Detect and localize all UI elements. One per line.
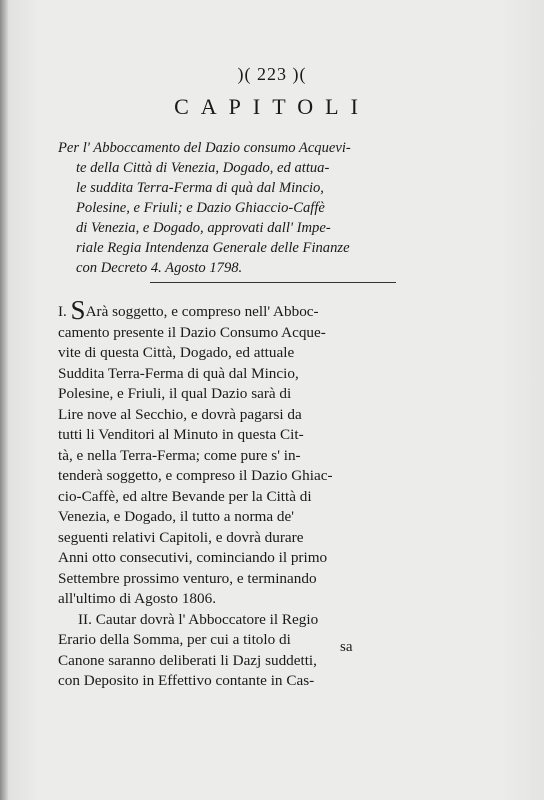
section1-line: Polesine, e Friuli, il qual Dazio sarà di (58, 385, 292, 402)
section1-line: all'ultimo di Agosto 1806. (58, 590, 216, 607)
intro-line: te della Città di Venezia, Dogado, ed attua- (76, 160, 330, 176)
section1-number: I. (58, 304, 67, 320)
section2-line: II. Cautar dovrà l' Abboccatore il Regio (78, 610, 319, 628)
section1-line: Anni otto consecutivi, cominciando il primo (58, 549, 328, 566)
intro-line: riale Regia Intendenza Generale delle Finanze (76, 240, 350, 256)
section2-line: Canone saranno deliberati li Dazj suddetti, (58, 651, 317, 669)
section2-line: Erario della Somma, per cui a titolo di (58, 631, 291, 648)
intro-paragraph (58, 138, 398, 278)
section1-dropcap: S (70, 295, 86, 325)
section2-line: con Deposito in Effettivo contante in Cas- (58, 672, 315, 689)
intro-line: di Venezia, e Dogado, approvati dall' Impe- (76, 220, 331, 236)
page-number-header: )( 223 )( (237, 64, 307, 84)
intro-line: Polesine, e Friuli; e Dazio Ghiaccio-Caffè (76, 200, 325, 216)
intro-line: le suddita Terra-Ferma di quà dal Mincio, (76, 180, 324, 196)
section1-line: Venezia, e Dogado, il tutto a norma de' (58, 508, 294, 525)
section1-line: camento presente il Dazio Consumo Acque- (58, 323, 326, 341)
page-binding-edge (0, 0, 8, 800)
section1-first-line-text: Arà soggetto, e compreso nell' Abboc- (85, 303, 319, 320)
section1-line: Suddita Terra-Ferma di quà dal Mincio, (58, 364, 299, 382)
intro-line: con Decreto 4. Agosto 1798. (76, 260, 243, 276)
section1-line: tutti li Venditori al Minuto in questa Cit- (58, 426, 304, 443)
body-text (58, 295, 398, 692)
section-divider (150, 282, 396, 283)
section1-line: cio-Caffè, ed altre Bevande per la Città di (58, 487, 312, 505)
section1-first-line (58, 295, 398, 325)
section1-line: seguenti relativi Capitoli, e dovrà durare (58, 528, 304, 546)
page-title: CAPITOLI (174, 94, 370, 119)
section1-line: tenderà soggetto, e compreso il Dazio Ghiac- (58, 467, 333, 484)
section1-line: Lire nove al Secchio, e dovrà pagarsi da (58, 405, 302, 423)
catchword: sa (340, 639, 353, 655)
intro-line: Per l' Abboccamento del Dazio consumo Acquevi- (58, 140, 351, 156)
section1-line: vite di questa Città, Dogado, ed attuale (58, 344, 295, 361)
section1-line: Settembre prossimo venturo, e terminando (58, 569, 317, 587)
section1-line: tà, e nella Terra-Ferma; come pure s' in- (58, 446, 301, 464)
